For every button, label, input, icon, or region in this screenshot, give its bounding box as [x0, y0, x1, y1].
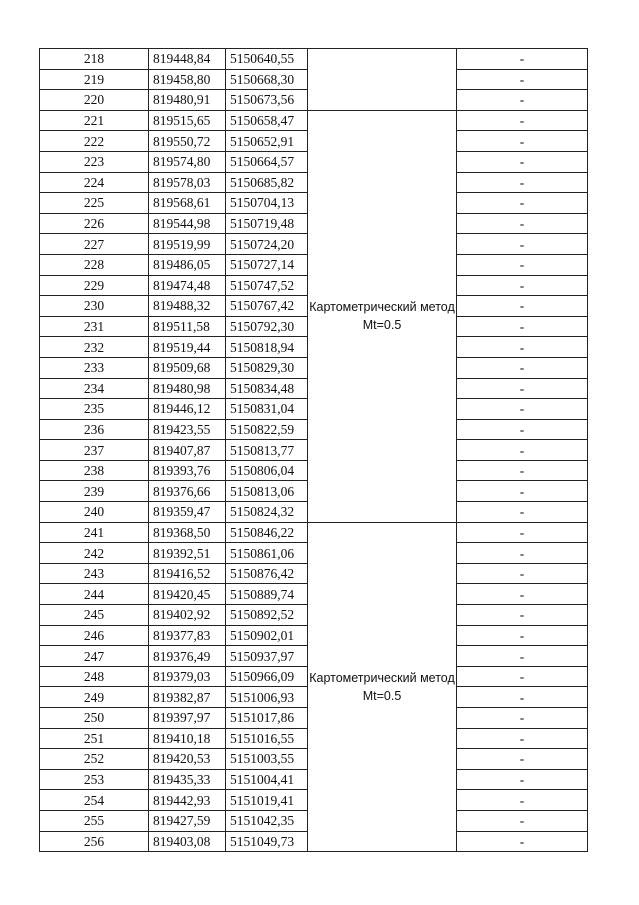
y-coordinate-cell: 5150727,14	[226, 254, 308, 275]
point-number-cell: 219	[40, 69, 149, 90]
x-coordinate-cell: 819379,03	[149, 666, 226, 687]
y-coordinate-cell: 5151004,41	[226, 769, 308, 790]
error-value-cell: -	[457, 90, 588, 111]
x-coordinate-cell: 819519,99	[149, 234, 226, 255]
y-coordinate-cell: 5151017,86	[226, 708, 308, 729]
y-coordinate-cell: 5150673,56	[226, 90, 308, 111]
y-coordinate-cell: 5150876,42	[226, 563, 308, 584]
x-coordinate-cell: 819393,76	[149, 460, 226, 481]
y-coordinate-cell: 5150861,06	[226, 543, 308, 564]
x-coordinate-cell: 819515,65	[149, 110, 226, 131]
point-number-cell: 251	[40, 728, 149, 749]
error-value-cell: -	[457, 110, 588, 131]
error-value-cell: -	[457, 810, 588, 831]
error-value-cell: -	[457, 131, 588, 152]
error-value-cell: -	[457, 296, 588, 317]
x-coordinate-cell: 819377,83	[149, 625, 226, 646]
point-number-cell: 254	[40, 790, 149, 811]
coordinates-table-body	[40, 49, 588, 852]
error-value-cell: -	[457, 790, 588, 811]
y-coordinate-cell: 5150640,55	[226, 49, 308, 70]
point-number-cell: 223	[40, 151, 149, 172]
x-coordinate-cell: 819446,12	[149, 399, 226, 420]
x-coordinate-cell: 819448,84	[149, 49, 226, 70]
error-value-cell: -	[457, 605, 588, 626]
method-cell	[308, 49, 457, 111]
y-coordinate-cell: 5150664,57	[226, 151, 308, 172]
x-coordinate-cell: 819480,98	[149, 378, 226, 399]
point-number-cell: 255	[40, 810, 149, 831]
coordinates-table-page	[39, 48, 587, 852]
y-coordinate-cell: 5150668,30	[226, 69, 308, 90]
error-value-cell: -	[457, 419, 588, 440]
x-coordinate-cell: 819509,68	[149, 357, 226, 378]
error-value-cell: -	[457, 563, 588, 584]
point-number-cell: 222	[40, 131, 149, 152]
x-coordinate-cell: 819420,45	[149, 584, 226, 605]
y-coordinate-cell: 5151019,41	[226, 790, 308, 811]
point-number-cell: 248	[40, 666, 149, 687]
x-coordinate-cell: 819427,59	[149, 810, 226, 831]
point-number-cell: 241	[40, 522, 149, 543]
error-value-cell: -	[457, 378, 588, 399]
x-coordinate-cell: 819550,72	[149, 131, 226, 152]
y-coordinate-cell: 5150813,06	[226, 481, 308, 502]
y-coordinate-cell: 5150704,13	[226, 193, 308, 214]
point-number-cell: 256	[40, 831, 149, 852]
y-coordinate-cell: 5150747,52	[226, 275, 308, 296]
point-number-cell: 218	[40, 49, 149, 70]
point-number-cell: 246	[40, 625, 149, 646]
error-value-cell: -	[457, 502, 588, 523]
y-coordinate-cell: 5150658,47	[226, 110, 308, 131]
x-coordinate-cell: 819442,93	[149, 790, 226, 811]
y-coordinate-cell: 5150719,48	[226, 213, 308, 234]
x-coordinate-cell: 819420,53	[149, 749, 226, 770]
x-coordinate-cell: 819519,44	[149, 337, 226, 358]
point-number-cell: 240	[40, 502, 149, 523]
y-coordinate-cell: 5150792,30	[226, 316, 308, 337]
point-number-cell: 237	[40, 440, 149, 461]
error-value-cell: -	[457, 687, 588, 708]
point-number-cell: 231	[40, 316, 149, 337]
error-value-cell: -	[457, 584, 588, 605]
y-coordinate-cell: 5150902,01	[226, 625, 308, 646]
y-coordinate-cell: 5150889,74	[226, 584, 308, 605]
y-coordinate-cell: 5150822,59	[226, 419, 308, 440]
error-value-cell: -	[457, 49, 588, 70]
x-coordinate-cell: 819416,52	[149, 563, 226, 584]
error-value-cell: -	[457, 213, 588, 234]
error-value-cell: -	[457, 666, 588, 687]
error-value-cell: -	[457, 254, 588, 275]
method-cell: Картометрический метод Mt=0.5	[308, 522, 457, 852]
x-coordinate-cell: 819359,47	[149, 502, 226, 523]
point-number-cell: 226	[40, 213, 149, 234]
y-coordinate-cell: 5150831,04	[226, 399, 308, 420]
table-row	[40, 110, 588, 131]
y-coordinate-cell: 5151049,73	[226, 831, 308, 852]
x-coordinate-cell: 819486,05	[149, 254, 226, 275]
x-coordinate-cell: 819423,55	[149, 419, 226, 440]
x-coordinate-cell: 819410,18	[149, 728, 226, 749]
point-number-cell: 230	[40, 296, 149, 317]
y-coordinate-cell: 5150824,32	[226, 502, 308, 523]
error-value-cell: -	[457, 625, 588, 646]
x-coordinate-cell: 819458,80	[149, 69, 226, 90]
error-value-cell: -	[457, 151, 588, 172]
x-coordinate-cell: 819368,50	[149, 522, 226, 543]
point-number-cell: 239	[40, 481, 149, 502]
y-coordinate-cell: 5150834,48	[226, 378, 308, 399]
y-coordinate-cell: 5151042,35	[226, 810, 308, 831]
point-number-cell: 228	[40, 254, 149, 275]
error-value-cell: -	[457, 234, 588, 255]
point-number-cell: 234	[40, 378, 149, 399]
error-value-cell: -	[457, 646, 588, 667]
y-coordinate-cell: 5150767,42	[226, 296, 308, 317]
y-coordinate-cell: 5150818,94	[226, 337, 308, 358]
error-value-cell: -	[457, 728, 588, 749]
point-number-cell: 224	[40, 172, 149, 193]
error-value-cell: -	[457, 316, 588, 337]
y-coordinate-cell: 5151016,55	[226, 728, 308, 749]
y-coordinate-cell: 5150724,20	[226, 234, 308, 255]
x-coordinate-cell: 819397,97	[149, 708, 226, 729]
y-coordinate-cell: 5150806,04	[226, 460, 308, 481]
error-value-cell: -	[457, 357, 588, 378]
x-coordinate-cell: 819403,08	[149, 831, 226, 852]
y-coordinate-cell: 5150813,77	[226, 440, 308, 461]
point-number-cell: 229	[40, 275, 149, 296]
y-coordinate-cell: 5150829,30	[226, 357, 308, 378]
x-coordinate-cell: 819376,49	[149, 646, 226, 667]
x-coordinate-cell: 819544,98	[149, 213, 226, 234]
y-coordinate-cell: 5151006,93	[226, 687, 308, 708]
point-number-cell: 238	[40, 460, 149, 481]
error-value-cell: -	[457, 172, 588, 193]
method-cell: Картометрический метод Mt=0.5	[308, 110, 457, 522]
error-value-cell: -	[457, 337, 588, 358]
point-number-cell: 236	[40, 419, 149, 440]
x-coordinate-cell: 819474,48	[149, 275, 226, 296]
error-value-cell: -	[457, 543, 588, 564]
point-number-cell: 220	[40, 90, 149, 111]
error-value-cell: -	[457, 275, 588, 296]
error-value-cell: -	[457, 522, 588, 543]
coordinates-table	[39, 48, 588, 852]
x-coordinate-cell: 819407,87	[149, 440, 226, 461]
x-coordinate-cell: 819392,51	[149, 543, 226, 564]
y-coordinate-cell: 5150892,52	[226, 605, 308, 626]
y-coordinate-cell: 5150652,91	[226, 131, 308, 152]
point-number-cell: 235	[40, 399, 149, 420]
error-value-cell: -	[457, 399, 588, 420]
error-value-cell: -	[457, 708, 588, 729]
y-coordinate-cell: 5150937,97	[226, 646, 308, 667]
y-coordinate-cell: 5150966,09	[226, 666, 308, 687]
point-number-cell: 244	[40, 584, 149, 605]
error-value-cell: -	[457, 460, 588, 481]
x-coordinate-cell: 819574,80	[149, 151, 226, 172]
x-coordinate-cell: 819376,66	[149, 481, 226, 502]
point-number-cell: 243	[40, 563, 149, 584]
point-number-cell: 250	[40, 708, 149, 729]
x-coordinate-cell: 819382,87	[149, 687, 226, 708]
error-value-cell: -	[457, 481, 588, 502]
point-number-cell: 253	[40, 769, 149, 790]
x-coordinate-cell: 819435,33	[149, 769, 226, 790]
point-number-cell: 221	[40, 110, 149, 131]
point-number-cell: 249	[40, 687, 149, 708]
point-number-cell: 247	[40, 646, 149, 667]
error-value-cell: -	[457, 749, 588, 770]
point-number-cell: 245	[40, 605, 149, 626]
error-value-cell: -	[457, 193, 588, 214]
x-coordinate-cell: 819568,61	[149, 193, 226, 214]
x-coordinate-cell: 819402,92	[149, 605, 226, 626]
y-coordinate-cell: 5150685,82	[226, 172, 308, 193]
error-value-cell: -	[457, 831, 588, 852]
error-value-cell: -	[457, 69, 588, 90]
x-coordinate-cell: 819488,32	[149, 296, 226, 317]
error-value-cell: -	[457, 769, 588, 790]
table-row	[40, 522, 588, 543]
x-coordinate-cell: 819480,91	[149, 90, 226, 111]
point-number-cell: 242	[40, 543, 149, 564]
x-coordinate-cell: 819511,58	[149, 316, 226, 337]
point-number-cell: 225	[40, 193, 149, 214]
point-number-cell: 252	[40, 749, 149, 770]
point-number-cell: 232	[40, 337, 149, 358]
table-row	[40, 49, 588, 70]
error-value-cell: -	[457, 440, 588, 461]
x-coordinate-cell: 819578,03	[149, 172, 226, 193]
y-coordinate-cell: 5150846,22	[226, 522, 308, 543]
point-number-cell: 233	[40, 357, 149, 378]
point-number-cell: 227	[40, 234, 149, 255]
y-coordinate-cell: 5151003,55	[226, 749, 308, 770]
